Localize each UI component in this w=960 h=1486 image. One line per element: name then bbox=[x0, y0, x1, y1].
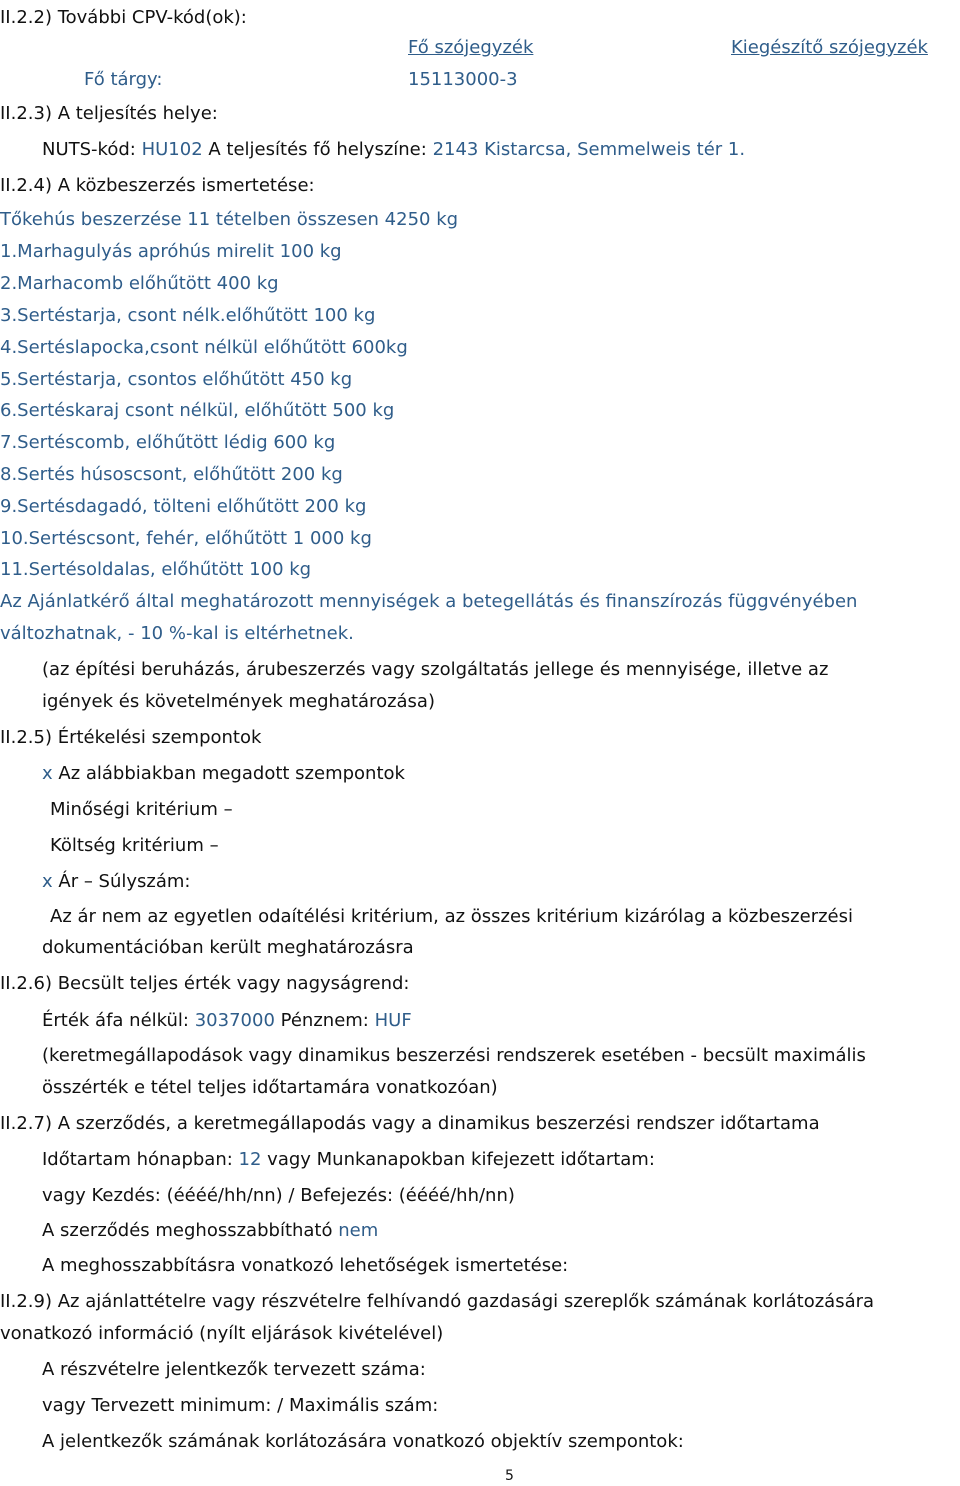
value-note: összérték e tétel teljes időtartamára vonatkozóan) bbox=[42, 1077, 498, 1098]
extension-description: A meghosszabbításra vonatkozó lehetőségek ismertetése: bbox=[42, 1255, 569, 1276]
extendable-label: A szerződés meghosszabbítható bbox=[42, 1220, 333, 1241]
extendable-value: nem bbox=[338, 1220, 379, 1241]
description-line: 7.Sertéscomb, előhűtött lédig 600 kg bbox=[0, 432, 336, 453]
currency-value: HUF bbox=[374, 1010, 412, 1031]
description-line: 11.Sertésoldalas, előhűtött 100 kg bbox=[0, 559, 312, 580]
main-site-label: A teljesítés fő helyszíne: bbox=[208, 139, 427, 160]
description-line: 10.Sertéscsont, fehér, előhűtött 1 000 kg bbox=[0, 528, 372, 549]
description-heading: II.2.4) A közbeszerzés ismertetése: bbox=[0, 175, 315, 196]
description-line: 9.Sertésdagadó, tölteni előhűtött 200 kg bbox=[0, 496, 367, 517]
description-line: 2.Marhacomb előhűtött 400 kg bbox=[0, 273, 279, 294]
criteria-below-label: Az alábbiakban megadott szempontok bbox=[58, 763, 405, 784]
page-number: 5 bbox=[505, 1468, 514, 1484]
main-subject-label: Fő tárgy: bbox=[84, 69, 163, 90]
duration-heading: II.2.7) A szerződés, a keretmegállapodás vagy a dinamikus beszerzési rendszer időtartama bbox=[0, 1113, 820, 1134]
main-vocabulary-header: Fő szójegyzék bbox=[408, 37, 534, 58]
criteria-heading: II.2.5) Értékelési szempontok bbox=[0, 727, 262, 748]
value-row bbox=[42, 1009, 412, 1033]
workdays-label: vagy Munkanapokban kifejezett időtartam: bbox=[267, 1149, 655, 1170]
checkbox-mark: x bbox=[42, 763, 53, 784]
cpv-heading: II.2.2) További CPV-kód(ok): bbox=[0, 7, 247, 28]
main-subject-code: 15113000-3 bbox=[408, 69, 518, 90]
value-amount: 3037000 bbox=[194, 1010, 275, 1031]
months-value: 12 bbox=[238, 1149, 262, 1170]
description-line: Tőkehús beszerzése 11 tételben összesen 4250 kg bbox=[0, 209, 459, 230]
criteria-below-row bbox=[42, 762, 405, 786]
min-max-participants: vagy Tervezett minimum: / Maximális szám: bbox=[42, 1395, 439, 1416]
currency-label: Pénznem: bbox=[280, 1010, 369, 1031]
price-row bbox=[42, 870, 191, 894]
description-line: Az Ajánlatkérő által meghatározott mennyiségek a betegellátás és finanszírozás függvényében bbox=[0, 591, 858, 612]
quality-criterion: Minőségi kritérium – bbox=[50, 799, 233, 820]
limitation-criteria: A jelentkezők számának korlátozására vonatkozó objektív szempontok: bbox=[42, 1431, 684, 1452]
criteria-note: Az ár nem az egyetlen odaítélési kritérium, az összes kritérium kizárólag a közbeszerzési bbox=[50, 906, 853, 927]
description-note: (az építési beruházás, árubeszerzés vagy szolgáltatás jellege és mennyisége, illetve az bbox=[42, 659, 829, 680]
value-heading: II.2.6) Becsült teljes érték vagy nagyságrend: bbox=[0, 973, 410, 994]
description-line: 4.Sertéslapocka,csont nélkül előhűtött 600kg bbox=[0, 337, 408, 358]
description-line: 3.Sertéstarja, csont nélk.előhűtött 100 kg bbox=[0, 305, 376, 326]
supplementary-vocabulary-header: Kiegészítő szójegyzék bbox=[731, 37, 928, 58]
value-label: Érték áfa nélkül: bbox=[42, 1010, 189, 1031]
extendable-row bbox=[42, 1219, 378, 1243]
place-row bbox=[42, 138, 745, 162]
duration-dates: vagy Kezdés: (éééé/hh/nn) / Befejezés: (éééé/hh/nn) bbox=[42, 1185, 515, 1206]
value-note: (keretmegállapodások vagy dinamikus beszerzési rendszerek esetében - becsült maximális bbox=[42, 1045, 866, 1066]
description-line: változhatnak, - 10 %-kal is eltérhetnek. bbox=[0, 623, 354, 644]
checkbox-mark: x bbox=[42, 871, 53, 892]
description-line: 6.Sertéskaraj csont nélkül, előhűtött 500 kg bbox=[0, 400, 395, 421]
main-site-value: 2143 Kistarcsa, Semmelweis tér 1. bbox=[432, 139, 746, 160]
months-label: Időtartam hónapban: bbox=[42, 1149, 233, 1170]
description-note: igények és követelmények meghatározása) bbox=[42, 691, 435, 712]
nuts-code: HU102 bbox=[141, 139, 203, 160]
duration-months-row bbox=[42, 1148, 655, 1172]
nuts-label: NUTS-kód: bbox=[42, 139, 136, 160]
description-line: 5.Sertéstarja, csontos előhűtött 450 kg bbox=[0, 369, 353, 390]
criteria-note: dokumentációban került meghatározásra bbox=[42, 937, 414, 958]
description-line: 8.Sertés húsoscsont, előhűtött 200 kg bbox=[0, 464, 343, 485]
description-line: 1.Marhagulyás apróhús mirelit 100 kg bbox=[0, 241, 342, 262]
limits-heading: II.2.9) Az ajánlattételre vagy részvételre felhívandó gazdasági szereplők számának korlátozására bbox=[0, 1291, 875, 1312]
place-heading: II.2.3) A teljesítés helye: bbox=[0, 103, 218, 124]
limits-heading-cont: vonatkozó információ (nyílt eljárások kivételével) bbox=[0, 1323, 444, 1344]
cost-criterion: Költség kritérium – bbox=[50, 835, 219, 856]
planned-participants: A részvételre jelentkezők tervezett száma: bbox=[42, 1359, 426, 1380]
price-weight-label: Ár – Súlyszám: bbox=[58, 871, 191, 892]
